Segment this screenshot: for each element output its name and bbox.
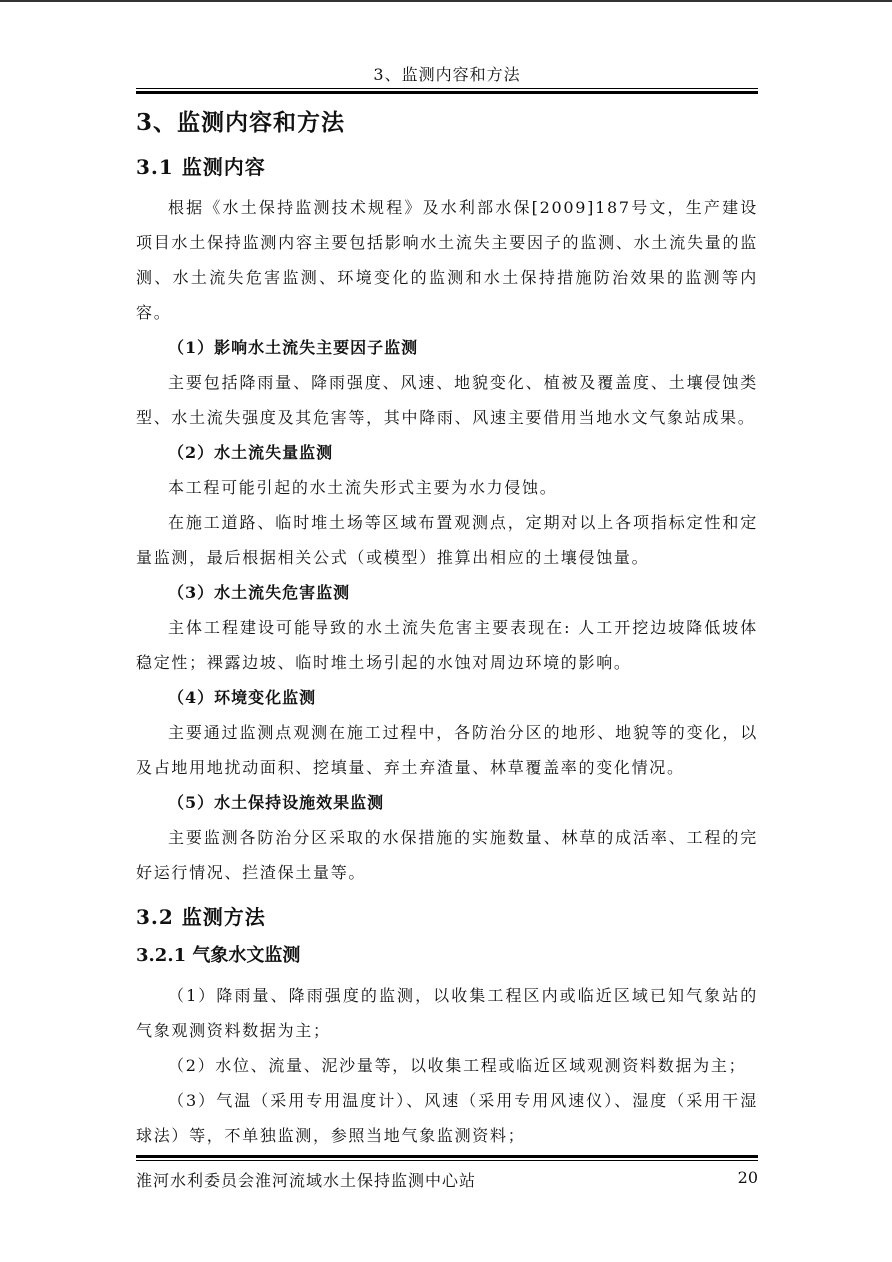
item-heading-5: （5）水土保持设施效果监测 bbox=[168, 793, 385, 812]
item-heading-4: （4）环境变化监测 bbox=[168, 688, 317, 707]
item-1-paragraph: 主要包括降雨量、降雨强度、风速、地貌变化、植被及覆盖度、土壤侵蚀类型、水土流失强度及其危害等，其中降雨、风速主要借用当地水文气象站成果。 bbox=[136, 373, 758, 427]
section-title-3-1: 3.1 监测内容 bbox=[136, 155, 266, 179]
subsection-title-3-2-1: 3.2.1 气象水文监测 bbox=[136, 945, 301, 966]
method-paragraph-2: （2）水位、流量、泥沙量等，以收集工程或临近区域观测资料数据为主； bbox=[168, 1056, 747, 1075]
method-paragraph-3: （3）气温（采用专用温度计）、风速（采用专用风速仪）、湿度（采用干湿球法）等，不单独监测，参照当地气象监测资料； bbox=[136, 1091, 758, 1145]
page-body bbox=[136, 102, 758, 1153]
chapter-title: 3、监测内容和方法 bbox=[136, 109, 346, 136]
page-top-border bbox=[0, 0, 892, 2]
item-2-paragraph-2: 在施工道路、临时堆土场等区域布置观测点，定期对以上各项指标定性和定量监测，最后根据相关公式（或模型）推算出相应的土壤侵蚀量。 bbox=[136, 513, 758, 567]
item-heading-2: （2）水土流失量监测 bbox=[168, 443, 334, 462]
footer-rule bbox=[136, 1155, 758, 1161]
item-heading-1: （1）影响水土流失主要因子监测 bbox=[168, 338, 419, 357]
header-rule bbox=[136, 88, 758, 94]
item-5-paragraph: 主要监测各防治分区采取的水保措施的实施数量、林草的成活率、工程的完好运行情况、拦渣保土量等。 bbox=[136, 828, 758, 882]
item-4-paragraph: 主要通过监测点观测在施工过程中，各防治分区的地形、地貌等的变化，以及占地用地扰动面积、挖填量、弃土弃渣量、林草覆盖率的变化情况。 bbox=[136, 723, 758, 777]
method-paragraph-1: （1）降雨量、降雨强度的监测，以收集工程区内或临近区域已知气象站的气象观测资料数据为主； bbox=[136, 986, 758, 1040]
item-3-paragraph: 主体工程建设可能导致的水土流失危害主要表现在: 人工开挖边坡降低坡体稳定性；裸露边坡、临时堆土场引起的水蚀对周边环境的影响。 bbox=[136, 618, 758, 672]
running-header: 3、监测内容和方法 bbox=[373, 65, 521, 84]
page-number: 20 bbox=[737, 1168, 758, 1187]
footer-organization: 淮河水利委员会淮河流域水土保持监测中心站 bbox=[136, 1171, 477, 1190]
section-title-3-2: 3.2 监测方法 bbox=[136, 905, 266, 929]
section-3-1-intro: 根据《水土保持监测技术规程》及水利部水保[2009]187号文，生产建设项目水土保持监测内容主要包括影响水土流失主要因子的监测、水土流失量的监测、水土流失危害监测、环境变化的监测和水土保持措施防治效果的监测等内容。 bbox=[136, 198, 758, 322]
item-2-paragraph-1: 本工程可能引起的水土流失形式主要为水力侵蚀。 bbox=[168, 478, 558, 497]
item-heading-3: （3）水土流失危害监测 bbox=[168, 583, 351, 602]
